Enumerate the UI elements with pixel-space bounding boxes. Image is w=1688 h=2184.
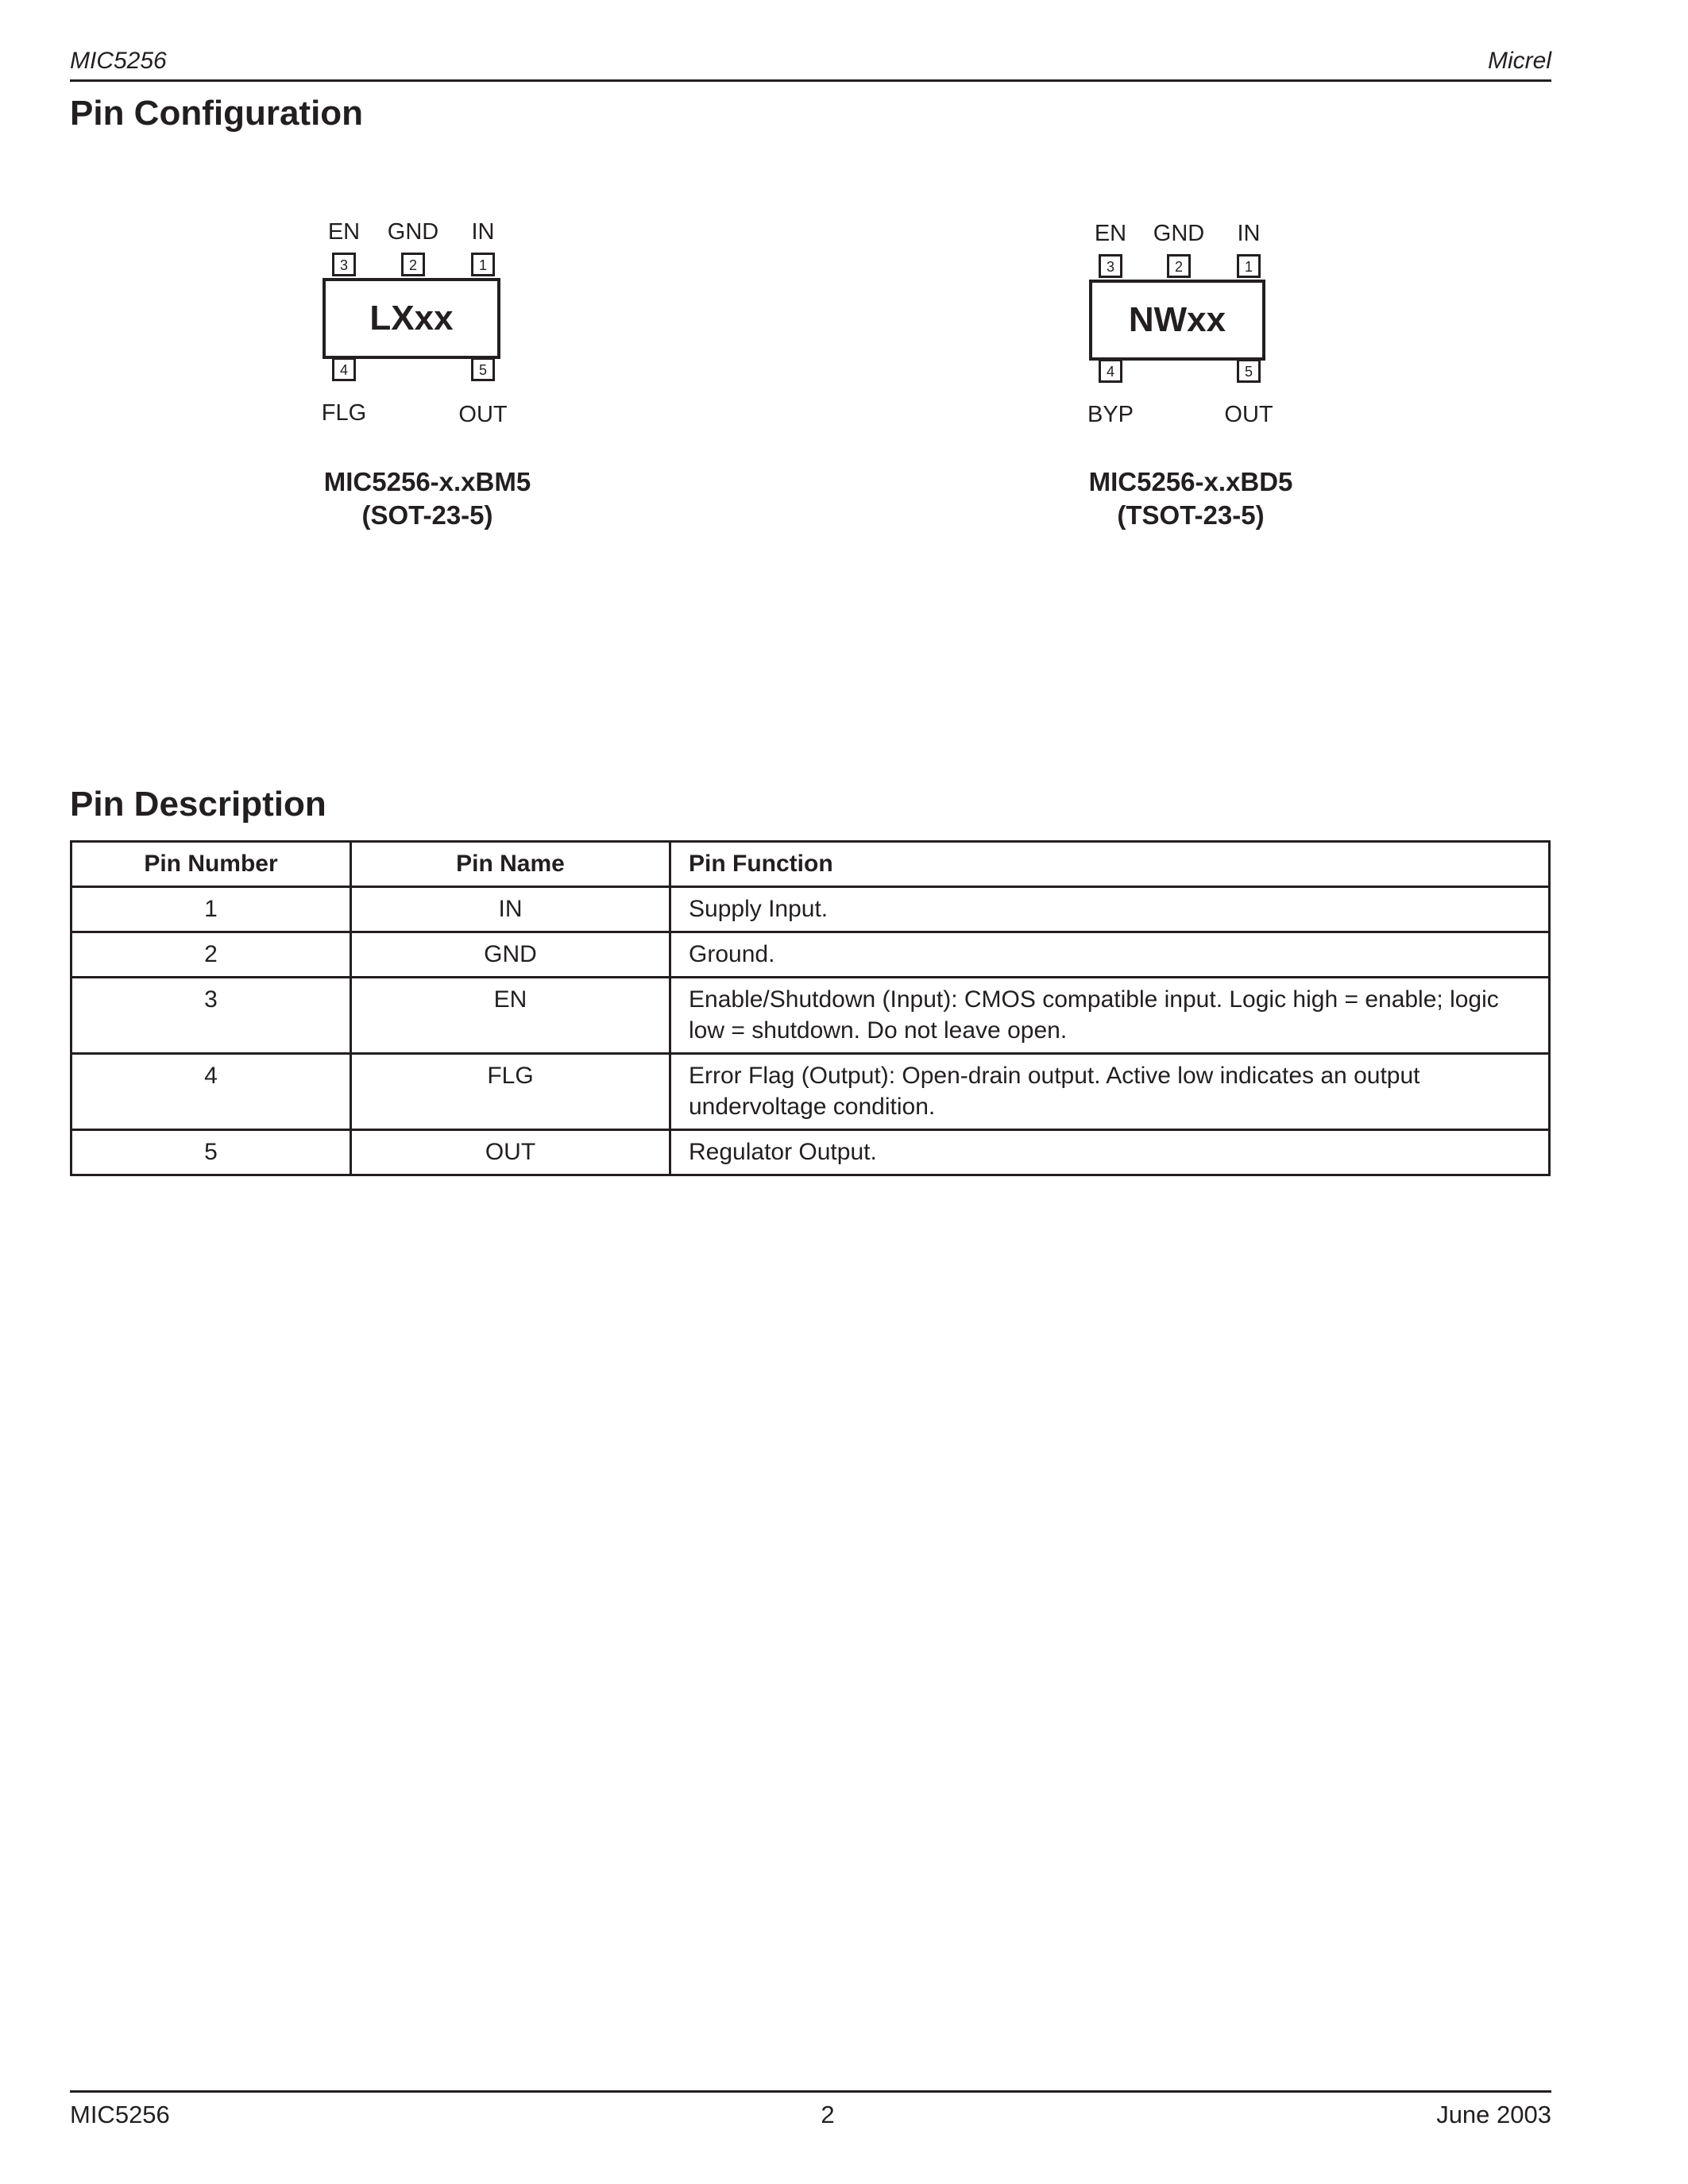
pin-number-cell: 3: [71, 978, 351, 1054]
pin-name-cell: OUT: [351, 1130, 670, 1175]
pin-number-cell: 2: [71, 932, 351, 978]
package-body-marking: NWxx: [1089, 280, 1265, 361]
pin-description-title: Pin Description: [70, 785, 326, 824]
footer-rule: [70, 2090, 1551, 2093]
pin-label-en: EN: [327, 219, 361, 245]
pin-label-in: IN: [1237, 221, 1261, 246]
pin-function-cell: Ground.: [670, 932, 1550, 978]
header-company: Micrel: [1488, 48, 1551, 74]
pin-description-table: [70, 840, 1551, 1176]
pin-box-4: 4: [332, 357, 356, 381]
pin-name-cell: EN: [351, 978, 670, 1054]
package-name: (TSOT-23-5): [1117, 500, 1265, 530]
pin-number-cell: 1: [71, 887, 351, 932]
pin-box-3: 3: [1099, 254, 1122, 278]
pin-box-3: 3: [332, 253, 356, 276]
header-part-number: MIC5256: [70, 48, 167, 74]
pin-box-1: 1: [1237, 254, 1261, 278]
pin-box-2: 2: [1167, 254, 1191, 278]
table-row: [71, 887, 1550, 932]
pin-function-cell: Enable/Shutdown (Input): CMOS compatible input. Logic high = enable; logic low = shutdown. Do not leave open.: [670, 978, 1550, 1054]
pin-name-cell: FLG: [351, 1054, 670, 1130]
pin-box-2: 2: [401, 253, 425, 276]
package-caption-sot23: [221, 465, 634, 532]
pin-function-cell: Regulator Output.: [670, 1130, 1550, 1175]
pin-name-cell: GND: [351, 932, 670, 978]
table-row: [71, 1130, 1550, 1175]
pin-function-cell: Error Flag (Output): Open-drain output. Active low indicates an output undervoltage condition.: [670, 1054, 1550, 1130]
footer-date: June 2003: [1436, 2101, 1551, 2128]
pin-label-en: EN: [1094, 221, 1127, 246]
pin-label-out: OUT: [458, 402, 508, 427]
footer-part-number: MIC5256: [70, 2101, 170, 2128]
package-diagram-tsot23: [1087, 221, 1409, 443]
pin-label-out: OUT: [1224, 402, 1273, 427]
pin-label-flg: FLG: [321, 400, 367, 426]
table-header-row: [71, 842, 1550, 887]
part-number: MIC5256-x.xBM5: [323, 467, 531, 496]
pin-box-4: 4: [1099, 359, 1122, 383]
pin-configuration-title: Pin Configuration: [70, 94, 364, 133]
pin-box-5: 5: [1237, 359, 1261, 383]
pin-box-1: 1: [471, 253, 495, 276]
package-body-marking: LXxx: [323, 278, 500, 359]
package-name: (SOT-23-5): [361, 500, 493, 530]
pin-label-gnd: GND: [387, 219, 439, 245]
part-number: MIC5256-x.xBD5: [1088, 467, 1293, 496]
package-caption-tsot23: [984, 465, 1397, 532]
pin-function-cell: Supply Input.: [670, 887, 1550, 932]
table-row: [71, 978, 1550, 1054]
page-number: 2: [821, 2101, 835, 2128]
pin-number-cell: 4: [71, 1054, 351, 1130]
table-row: [71, 932, 1550, 978]
pin-name-cell: IN: [351, 887, 670, 932]
pin-label-gnd: GND: [1153, 221, 1205, 246]
header-rule: [70, 79, 1551, 82]
pin-number-cell: 5: [71, 1130, 351, 1175]
column-header-pin-number: Pin Number: [71, 842, 351, 887]
package-diagram-sot23: [321, 219, 643, 442]
pin-label-byp: BYP: [1087, 402, 1134, 427]
column-header-pin-function: Pin Function: [670, 842, 1550, 887]
pin-box-5: 5: [471, 357, 495, 381]
pin-label-in: IN: [471, 219, 495, 245]
column-header-pin-name: Pin Name: [351, 842, 670, 887]
table-row: [71, 1054, 1550, 1130]
